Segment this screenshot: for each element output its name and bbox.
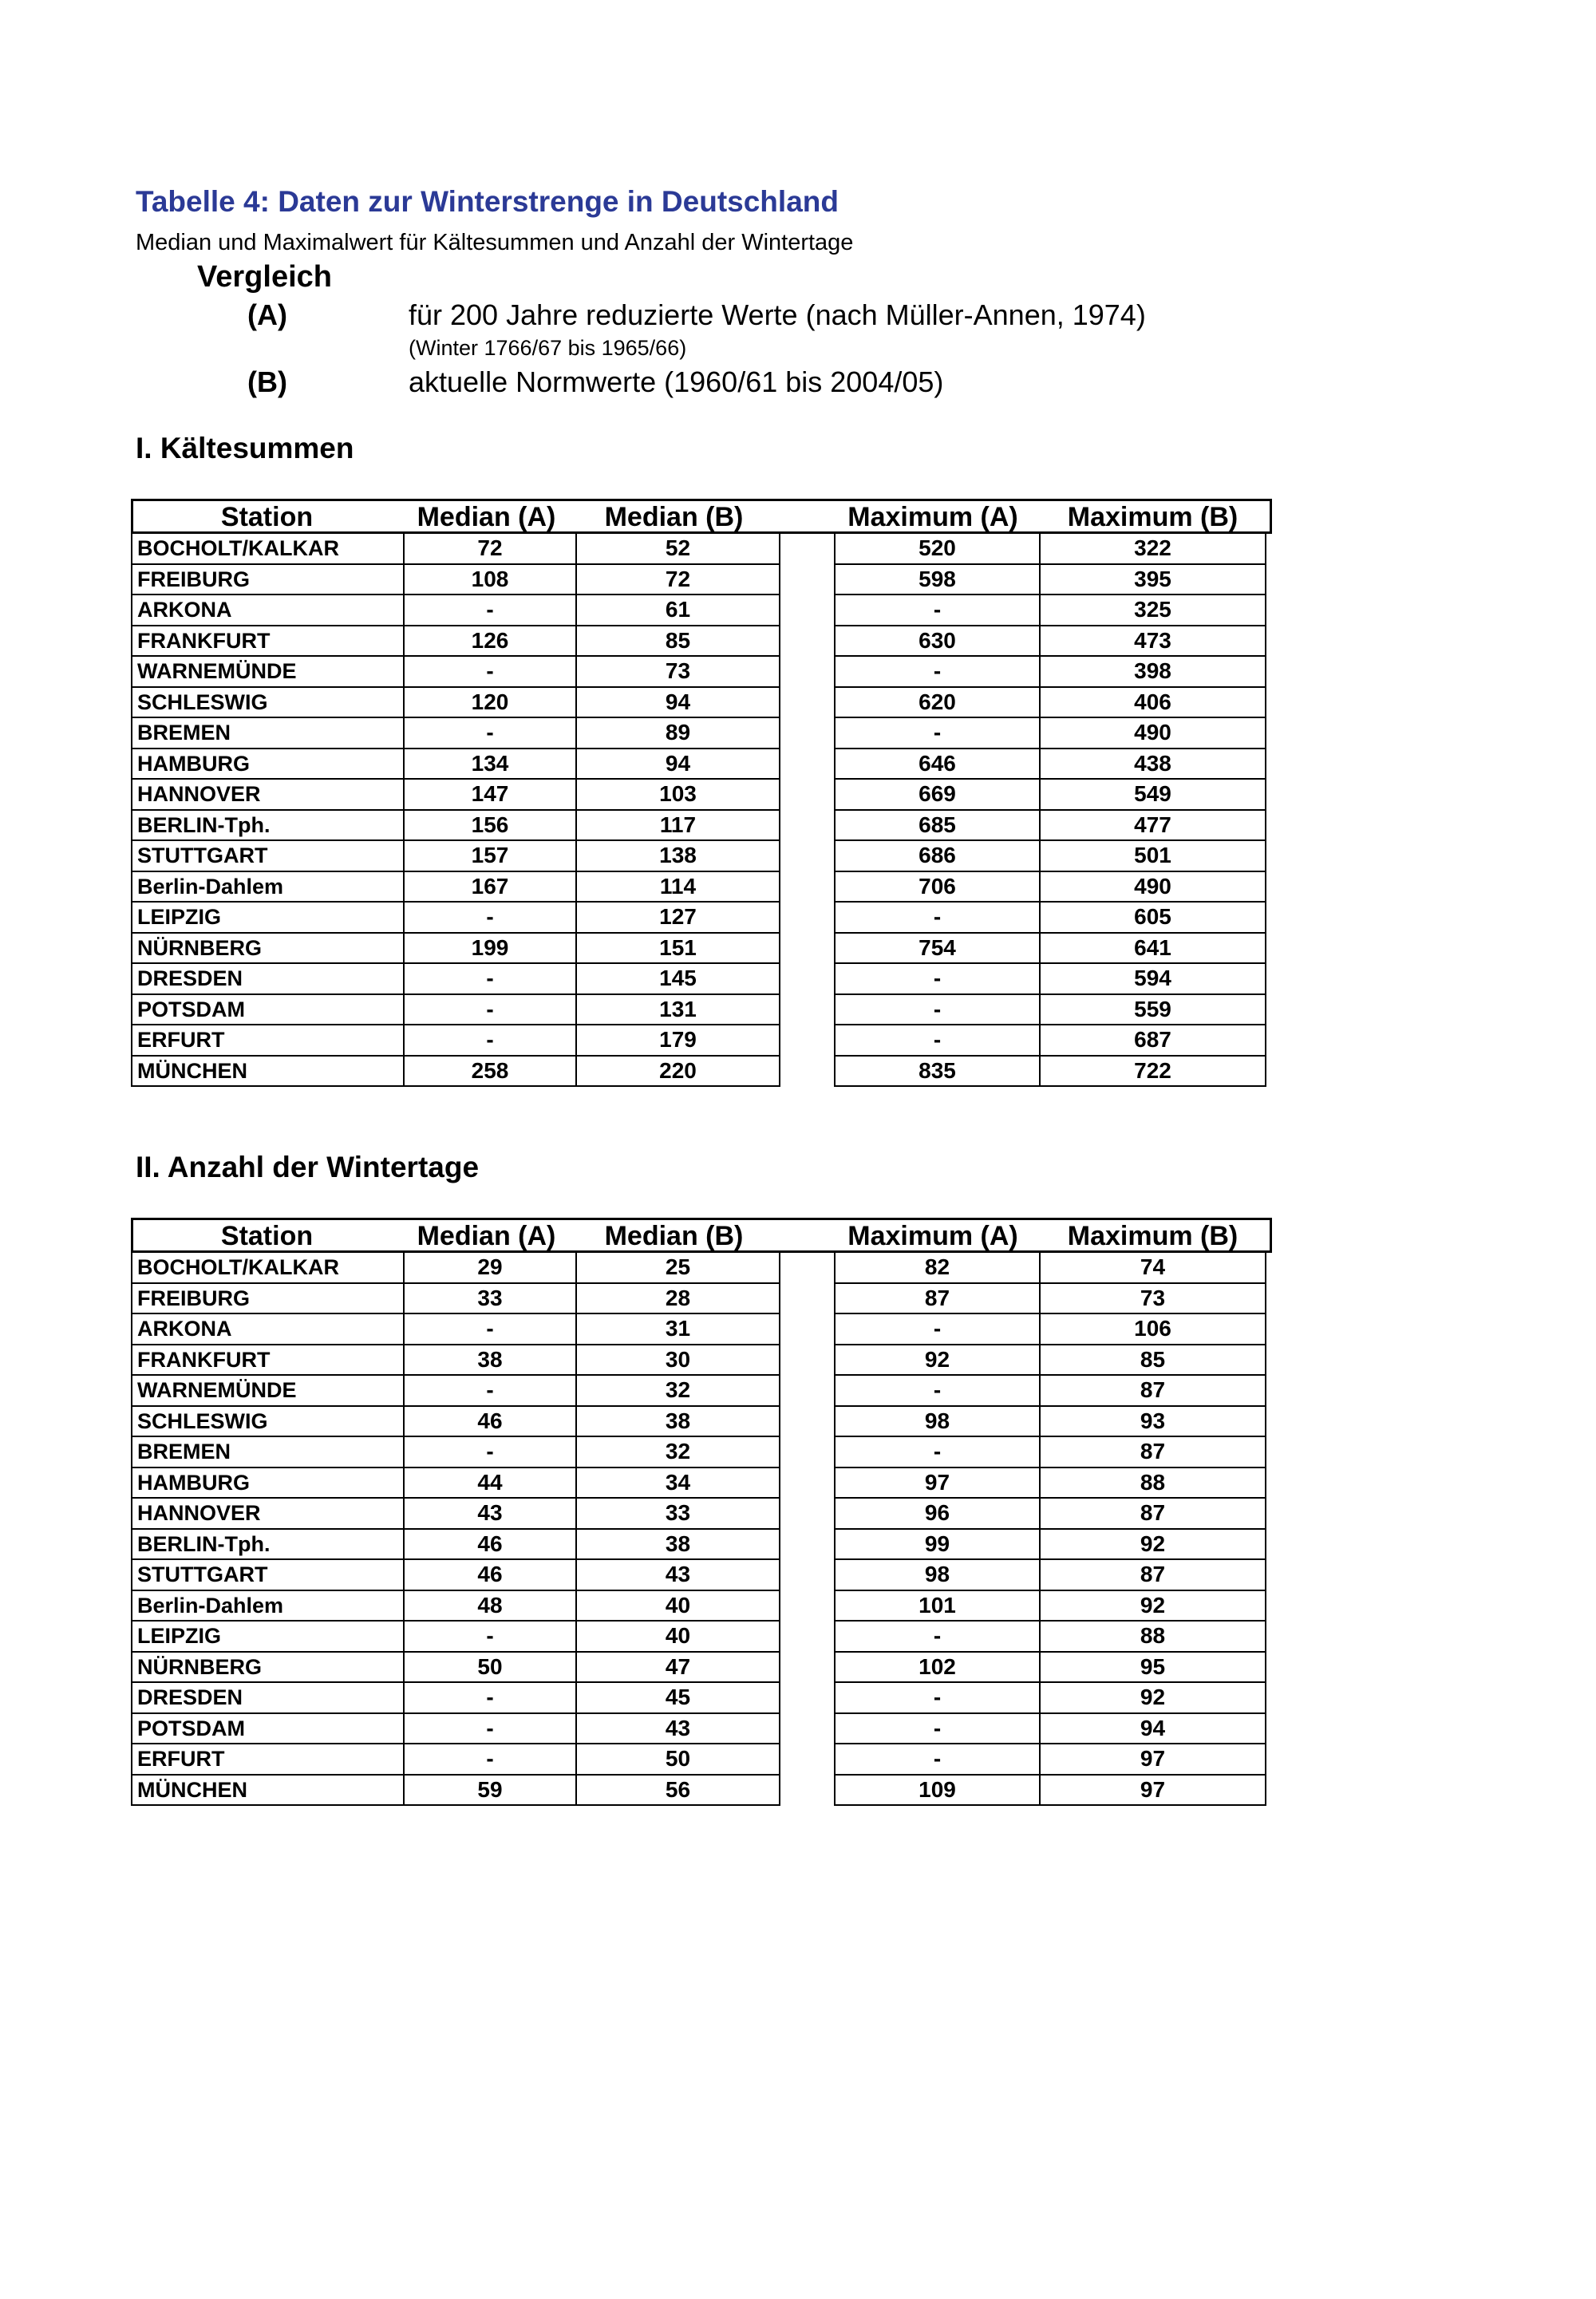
maximum-b-cell: 97 xyxy=(1039,1776,1266,1807)
median-b-cell: 94 xyxy=(575,688,780,719)
median-a-cell: - xyxy=(403,1437,575,1468)
maximum-b-cell: 73 xyxy=(1039,1284,1266,1315)
station-cell: ARKONA xyxy=(131,1314,403,1345)
table-row xyxy=(131,1530,1272,1561)
median-b-cell: 40 xyxy=(575,1591,780,1622)
median-a-cell: 59 xyxy=(403,1776,575,1807)
maximum-a-cell: - xyxy=(834,964,1039,995)
median-a-cell: 38 xyxy=(403,1345,575,1377)
wintertage-table xyxy=(131,1218,1272,1806)
maximum-a-cell: 620 xyxy=(834,688,1039,719)
median-a-cell: 258 xyxy=(403,1057,575,1088)
maximum-a-cell: 101 xyxy=(834,1591,1039,1622)
table-row xyxy=(131,1345,1272,1377)
median-b-cell: 32 xyxy=(575,1437,780,1468)
maximum-a-cell: 520 xyxy=(834,534,1039,565)
page-title: Tabelle 4: Daten zur Winterstrenge in Deutschland xyxy=(136,185,839,218)
maximum-b-cell: 322 xyxy=(1039,534,1266,565)
maximum-a-cell: 97 xyxy=(834,1468,1039,1499)
median-a-cell: 199 xyxy=(403,934,575,965)
median-b-cell: 151 xyxy=(575,934,780,965)
median-b-cell: 73 xyxy=(575,657,780,688)
comparison-a-note: (Winter 1766/67 bis 1965/66) xyxy=(409,336,687,360)
table-row xyxy=(131,718,1272,749)
maximum-b-cell: 92 xyxy=(1039,1683,1266,1714)
header-median-b: Median (B) xyxy=(604,502,744,532)
table-row xyxy=(131,565,1272,596)
comparison-a-label: (A) xyxy=(247,298,287,331)
maximum-a-cell: - xyxy=(834,595,1039,626)
maximum-a-cell: - xyxy=(834,1025,1039,1057)
median-b-cell: 38 xyxy=(575,1407,780,1438)
station-cell: SCHLESWIG xyxy=(131,688,403,719)
median-b-cell: 89 xyxy=(575,718,780,749)
median-a-cell: - xyxy=(403,1376,575,1407)
maximum-b-cell: 490 xyxy=(1039,718,1266,749)
maximum-b-cell: 594 xyxy=(1039,964,1266,995)
table-row xyxy=(131,1025,1272,1057)
median-a-cell: - xyxy=(403,1622,575,1653)
median-b-cell: 47 xyxy=(575,1653,780,1684)
station-cell: HANNOVER xyxy=(131,780,403,811)
station-cell: HAMBURG xyxy=(131,1468,403,1499)
median-b-cell: 131 xyxy=(575,995,780,1026)
maximum-a-cell: 96 xyxy=(834,1499,1039,1530)
station-cell: DRESDEN xyxy=(131,1683,403,1714)
maximum-b-cell: 74 xyxy=(1039,1253,1266,1284)
maximum-b-cell: 92 xyxy=(1039,1591,1266,1622)
maximum-b-cell: 722 xyxy=(1039,1057,1266,1088)
table-row xyxy=(131,534,1272,565)
median-a-cell: - xyxy=(403,1714,575,1745)
station-cell: HAMBURG xyxy=(131,749,403,780)
maximum-b-cell: 477 xyxy=(1039,811,1266,842)
maximum-b-cell: 549 xyxy=(1039,780,1266,811)
station-cell: BREMEN xyxy=(131,718,403,749)
station-cell: FREIBURG xyxy=(131,565,403,596)
maximum-b-cell: 559 xyxy=(1039,995,1266,1026)
median-b-cell: 220 xyxy=(575,1057,780,1088)
table-row xyxy=(131,1622,1272,1653)
maximum-b-cell: 106 xyxy=(1039,1314,1266,1345)
median-b-cell: 103 xyxy=(575,780,780,811)
table-row xyxy=(131,1284,1272,1315)
median-a-cell: 33 xyxy=(403,1284,575,1315)
maximum-a-cell: 835 xyxy=(834,1057,1039,1088)
maximum-a-cell: - xyxy=(834,1744,1039,1776)
median-b-cell: 40 xyxy=(575,1622,780,1653)
maximum-b-cell: 87 xyxy=(1039,1437,1266,1468)
station-cell: ARKONA xyxy=(131,595,403,626)
station-cell: BREMEN xyxy=(131,1437,403,1468)
comparison-a-text: für 200 Jahre reduzierte Werte (nach Müller-Annen, 1974) xyxy=(409,298,1146,331)
table-row xyxy=(131,780,1272,811)
station-cell: STUTTGART xyxy=(131,841,403,872)
median-b-cell: 145 xyxy=(575,964,780,995)
station-cell: ERFURT xyxy=(131,1025,403,1057)
maximum-a-cell: - xyxy=(834,1376,1039,1407)
median-b-cell: 28 xyxy=(575,1284,780,1315)
header-maximum-b: Maximum (B) xyxy=(1067,502,1238,532)
station-cell: SCHLESWIG xyxy=(131,1407,403,1438)
maximum-b-cell: 94 xyxy=(1039,1714,1266,1745)
maximum-b-cell: 93 xyxy=(1039,1407,1266,1438)
median-a-cell: 50 xyxy=(403,1653,575,1684)
median-a-cell: 120 xyxy=(403,688,575,719)
station-cell: HANNOVER xyxy=(131,1499,403,1530)
median-b-cell: 43 xyxy=(575,1714,780,1745)
median-b-cell: 25 xyxy=(575,1253,780,1284)
station-cell: LEIPZIG xyxy=(131,903,403,934)
station-cell: POTSDAM xyxy=(131,1714,403,1745)
table-row xyxy=(131,811,1272,842)
median-b-cell: 32 xyxy=(575,1376,780,1407)
station-cell: BOCHOLT/KALKAR xyxy=(131,534,403,565)
station-cell: STUTTGART xyxy=(131,1560,403,1591)
comparison-b-label: (B) xyxy=(247,365,287,398)
header-station: Station xyxy=(220,502,314,532)
maximum-b-cell: 97 xyxy=(1039,1744,1266,1776)
table-row xyxy=(131,964,1272,995)
median-b-cell: 94 xyxy=(575,749,780,780)
maximum-b-cell: 605 xyxy=(1039,903,1266,934)
station-cell: LEIPZIG xyxy=(131,1622,403,1653)
table-row xyxy=(131,1407,1272,1438)
header-median-b: Median (B) xyxy=(604,1221,744,1251)
table-row xyxy=(131,749,1272,780)
header-median-a: Median (A) xyxy=(417,1221,556,1251)
station-cell: BERLIN-Tph. xyxy=(131,1530,403,1561)
median-a-cell: 167 xyxy=(403,872,575,903)
median-b-cell: 34 xyxy=(575,1468,780,1499)
median-a-cell: 126 xyxy=(403,626,575,658)
maximum-a-cell: 109 xyxy=(834,1776,1039,1807)
table-row xyxy=(131,626,1272,658)
maximum-b-cell: 395 xyxy=(1039,565,1266,596)
table-row xyxy=(131,1683,1272,1714)
maximum-b-cell: 87 xyxy=(1039,1499,1266,1530)
station-cell: WARNEMÜNDE xyxy=(131,1376,403,1407)
median-a-cell: 46 xyxy=(403,1530,575,1561)
median-a-cell: 72 xyxy=(403,534,575,565)
maximum-a-cell: 669 xyxy=(834,780,1039,811)
median-a-cell: - xyxy=(403,964,575,995)
station-cell: DRESDEN xyxy=(131,964,403,995)
median-b-cell: 50 xyxy=(575,1744,780,1776)
median-a-cell: - xyxy=(403,903,575,934)
maximum-b-cell: 501 xyxy=(1039,841,1266,872)
median-b-cell: 33 xyxy=(575,1499,780,1530)
maximum-b-cell: 641 xyxy=(1039,934,1266,965)
station-cell: FRANKFURT xyxy=(131,626,403,658)
header-maximum-b: Maximum (B) xyxy=(1067,1221,1238,1251)
median-a-cell: 46 xyxy=(403,1560,575,1591)
median-b-cell: 61 xyxy=(575,595,780,626)
median-b-cell: 138 xyxy=(575,841,780,872)
table-row xyxy=(131,1591,1272,1622)
median-b-cell: 43 xyxy=(575,1560,780,1591)
header-maximum-a: Maximum (A) xyxy=(847,502,1018,532)
maximum-a-cell: 685 xyxy=(834,811,1039,842)
table-body xyxy=(131,1253,1272,1806)
maximum-b-cell: 473 xyxy=(1039,626,1266,658)
table-row xyxy=(131,1057,1272,1088)
station-cell: Berlin-Dahlem xyxy=(131,1591,403,1622)
table-header xyxy=(131,499,1272,534)
median-a-cell: 108 xyxy=(403,565,575,596)
station-cell: BOCHOLT/KALKAR xyxy=(131,1253,403,1284)
median-b-cell: 85 xyxy=(575,626,780,658)
table-row xyxy=(131,934,1272,965)
table-row xyxy=(131,1499,1272,1530)
maximum-b-cell: 406 xyxy=(1039,688,1266,719)
median-b-cell: 52 xyxy=(575,534,780,565)
maximum-a-cell: 630 xyxy=(834,626,1039,658)
station-cell: MÜNCHEN xyxy=(131,1776,403,1807)
table-row xyxy=(131,1314,1272,1345)
median-a-cell: - xyxy=(403,595,575,626)
median-a-cell: 147 xyxy=(403,780,575,811)
maximum-a-cell: 706 xyxy=(834,872,1039,903)
table-row xyxy=(131,688,1272,719)
table-row xyxy=(131,1560,1272,1591)
station-cell: FRANKFURT xyxy=(131,1345,403,1377)
table-row xyxy=(131,903,1272,934)
maximum-a-cell: - xyxy=(834,1683,1039,1714)
median-b-cell: 56 xyxy=(575,1776,780,1807)
station-cell: FREIBURG xyxy=(131,1284,403,1315)
table-row xyxy=(131,595,1272,626)
station-cell: BERLIN-Tph. xyxy=(131,811,403,842)
comparison-b-text: aktuelle Normwerte (1960/61 bis 2004/05) xyxy=(409,365,944,398)
station-cell: POTSDAM xyxy=(131,995,403,1026)
table-row xyxy=(131,1468,1272,1499)
maximum-b-cell: 88 xyxy=(1039,1468,1266,1499)
median-a-cell: - xyxy=(403,1314,575,1345)
header-median-a: Median (A) xyxy=(417,502,556,532)
table-row xyxy=(131,872,1272,903)
kaeltesummen-table xyxy=(131,499,1272,1087)
maximum-a-cell: - xyxy=(834,1437,1039,1468)
maximum-a-cell: 82 xyxy=(834,1253,1039,1284)
maximum-b-cell: 92 xyxy=(1039,1530,1266,1561)
maximum-a-cell: - xyxy=(834,995,1039,1026)
table-row xyxy=(131,1437,1272,1468)
maximum-a-cell: 87 xyxy=(834,1284,1039,1315)
comparison-heading: Vergleich xyxy=(197,260,332,294)
maximum-a-cell: 598 xyxy=(834,565,1039,596)
station-cell: NÜRNBERG xyxy=(131,1653,403,1684)
median-a-cell: 43 xyxy=(403,1499,575,1530)
header-station: Station xyxy=(220,1221,314,1251)
table-row xyxy=(131,1253,1272,1284)
maximum-a-cell: - xyxy=(834,1622,1039,1653)
maximum-b-cell: 88 xyxy=(1039,1622,1266,1653)
median-a-cell: 44 xyxy=(403,1468,575,1499)
table-row xyxy=(131,1653,1272,1684)
maximum-b-cell: 398 xyxy=(1039,657,1266,688)
maximum-a-cell: - xyxy=(834,718,1039,749)
maximum-a-cell: - xyxy=(834,657,1039,688)
table-row xyxy=(131,841,1272,872)
maximum-b-cell: 687 xyxy=(1039,1025,1266,1057)
maximum-a-cell: - xyxy=(834,903,1039,934)
station-cell: Berlin-Dahlem xyxy=(131,872,403,903)
median-a-cell: 29 xyxy=(403,1253,575,1284)
median-b-cell: 114 xyxy=(575,872,780,903)
header-maximum-a: Maximum (A) xyxy=(847,1221,1018,1251)
median-a-cell: 157 xyxy=(403,841,575,872)
median-a-cell: 48 xyxy=(403,1591,575,1622)
median-a-cell: - xyxy=(403,718,575,749)
table-row xyxy=(131,1776,1272,1807)
maximum-b-cell: 87 xyxy=(1039,1560,1266,1591)
maximum-a-cell: 646 xyxy=(834,749,1039,780)
maximum-b-cell: 438 xyxy=(1039,749,1266,780)
maximum-a-cell: - xyxy=(834,1314,1039,1345)
median-a-cell: 134 xyxy=(403,749,575,780)
maximum-b-cell: 325 xyxy=(1039,595,1266,626)
maximum-a-cell: 98 xyxy=(834,1560,1039,1591)
maximum-a-cell: 92 xyxy=(834,1345,1039,1377)
maximum-a-cell: 98 xyxy=(834,1407,1039,1438)
maximum-b-cell: 85 xyxy=(1039,1345,1266,1377)
page-subtitle: Median und Maximalwert für Kältesummen und Anzahl der Wintertage xyxy=(136,230,854,255)
maximum-a-cell: - xyxy=(834,1714,1039,1745)
station-cell: WARNEMÜNDE xyxy=(131,657,403,688)
table-header xyxy=(131,1218,1272,1253)
median-b-cell: 127 xyxy=(575,903,780,934)
maximum-a-cell: 102 xyxy=(834,1653,1039,1684)
table-row xyxy=(131,1744,1272,1776)
median-a-cell: 46 xyxy=(403,1407,575,1438)
median-b-cell: 31 xyxy=(575,1314,780,1345)
maximum-a-cell: 99 xyxy=(834,1530,1039,1561)
station-cell: MÜNCHEN xyxy=(131,1057,403,1088)
median-b-cell: 38 xyxy=(575,1530,780,1561)
table-body xyxy=(131,534,1272,1087)
station-cell: ERFURT xyxy=(131,1744,403,1776)
maximum-b-cell: 87 xyxy=(1039,1376,1266,1407)
median-a-cell: - xyxy=(403,1025,575,1057)
table-row xyxy=(131,1714,1272,1745)
median-a-cell: - xyxy=(403,657,575,688)
table-row xyxy=(131,657,1272,688)
maximum-a-cell: 754 xyxy=(834,934,1039,965)
section-heading-wintertage: II. Anzahl der Wintertage xyxy=(136,1151,480,1183)
maximum-a-cell: 686 xyxy=(834,841,1039,872)
median-a-cell: 156 xyxy=(403,811,575,842)
median-b-cell: 117 xyxy=(575,811,780,842)
median-a-cell: - xyxy=(403,1744,575,1776)
median-b-cell: 45 xyxy=(575,1683,780,1714)
median-a-cell: - xyxy=(403,1683,575,1714)
median-b-cell: 179 xyxy=(575,1025,780,1057)
station-cell: NÜRNBERG xyxy=(131,934,403,965)
median-a-cell: - xyxy=(403,995,575,1026)
median-b-cell: 30 xyxy=(575,1345,780,1377)
table-row xyxy=(131,1376,1272,1407)
maximum-b-cell: 95 xyxy=(1039,1653,1266,1684)
section-heading-kaeltesummen: I. Kältesummen xyxy=(136,432,354,464)
median-b-cell: 72 xyxy=(575,565,780,596)
maximum-b-cell: 490 xyxy=(1039,872,1266,903)
table-row xyxy=(131,995,1272,1026)
